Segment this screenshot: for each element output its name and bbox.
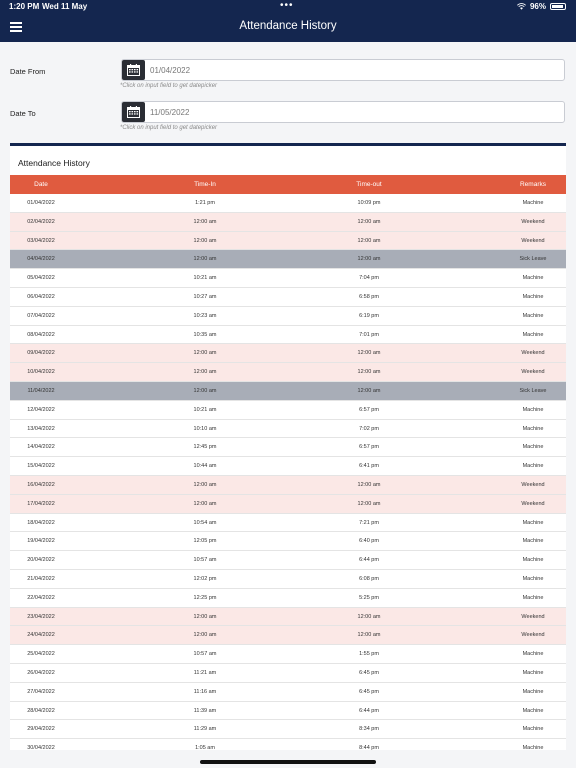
table-row	[10, 344, 566, 363]
cell-remarks: Machine	[522, 557, 544, 564]
cell-time-in: 11:16 am	[193, 688, 217, 695]
cell-remarks: Machine	[522, 200, 544, 206]
cell-time-out: 12:00 am	[357, 481, 381, 488]
cell-time-out: 12:00 am	[357, 613, 381, 620]
cell-remarks: Weekend	[521, 237, 545, 244]
cell-date: 21/04/2022	[27, 575, 55, 582]
cell-remarks: Machine	[522, 707, 544, 714]
home-indicator[interactable]	[200, 760, 376, 764]
cell-date: 06/04/2022	[27, 293, 55, 300]
cell-remarks: Weekend	[521, 500, 545, 507]
cell-time-out: 7:02 pm	[359, 425, 379, 432]
cell-date: 10/04/2022	[27, 369, 55, 376]
cell-remarks: Weekend	[521, 481, 545, 488]
cell-date: 08/04/2022	[27, 331, 55, 338]
cell-time-out: 10:09 pm	[357, 200, 381, 206]
cell-time-in: 12:05 pm	[193, 538, 217, 545]
cell-time-in: 10:57 am	[193, 651, 217, 658]
table-title: Attendance History	[18, 158, 90, 168]
table-row	[10, 683, 566, 702]
cell-remarks: Machine	[522, 519, 544, 526]
cell-time-in: 12:00 am	[193, 613, 217, 620]
date-to-field[interactable]	[121, 101, 565, 123]
cell-time-out: 1:55 pm	[359, 651, 379, 658]
cell-date: 29/04/2022	[27, 726, 55, 733]
cell-time-in: 12:00 am	[193, 500, 217, 507]
status-time: 1:20 PM	[9, 2, 40, 11]
table-row	[10, 194, 566, 213]
cell-date: 30/04/2022	[27, 745, 55, 750]
cell-remarks: Machine	[522, 726, 544, 733]
cell-time-out: 6:57 pm	[359, 406, 379, 413]
cell-time-in: 10:27 am	[193, 293, 217, 300]
wifi-icon	[517, 3, 526, 10]
cell-remarks: Weekend	[521, 613, 545, 620]
cell-remarks: Weekend	[521, 369, 545, 376]
table-row	[10, 288, 566, 307]
cell-remarks: Machine	[522, 406, 544, 413]
cell-time-in: 11:29 am	[193, 726, 217, 733]
cell-remarks: Machine	[522, 331, 544, 338]
battery-percent: 96%	[529, 2, 546, 11]
calendar-icon[interactable]	[122, 60, 145, 80]
cell-time-out: 12:00 am	[357, 369, 381, 376]
cell-time-in: 10:57 am	[193, 557, 217, 564]
table-row	[10, 739, 566, 750]
cell-time-out: 6:45 pm	[359, 669, 379, 676]
table-row	[10, 382, 566, 401]
cell-time-in: 1:05 am	[195, 745, 215, 750]
cell-date: 19/04/2022	[27, 538, 55, 545]
table-row	[10, 457, 566, 476]
cell-date: 18/04/2022	[27, 519, 55, 526]
date-from-hint: *Click on input field to get datepicker	[120, 83, 218, 89]
table-header	[10, 175, 566, 194]
table-row	[10, 307, 566, 326]
cell-time-in: 1:21 pm	[195, 200, 215, 206]
cell-time-in: 12:00 am	[193, 632, 217, 639]
cell-time-out: 12:00 am	[357, 218, 381, 225]
column-header-remarks: Remarks	[519, 181, 546, 188]
date-from-field[interactable]	[121, 59, 565, 81]
column-header-time-in: Time-In	[194, 181, 216, 188]
table-row	[10, 326, 566, 345]
table-row	[10, 702, 566, 721]
cell-time-in: 12:00 am	[193, 387, 217, 394]
cell-time-in: 12:00 am	[193, 256, 217, 263]
cell-date: 09/04/2022	[27, 350, 55, 357]
cell-time-out: 5:25 pm	[359, 594, 379, 601]
app-header	[0, 0, 576, 42]
table-row	[10, 608, 566, 627]
cell-time-out: 6:40 pm	[359, 538, 379, 545]
cell-remarks: Machine	[522, 425, 544, 432]
cell-remarks: Machine	[522, 538, 544, 545]
date-to-label: Date To	[10, 109, 36, 118]
cell-time-out: 12:00 am	[357, 256, 381, 263]
date-from-input[interactable]	[150, 60, 550, 80]
table-row	[10, 420, 566, 439]
page-title: Attendance History	[239, 20, 337, 32]
cell-date: 05/04/2022	[27, 275, 55, 282]
cell-remarks: Machine	[522, 745, 544, 750]
column-header-time-out: Time-out	[356, 181, 382, 188]
cell-time-in: 11:21 am	[193, 669, 217, 676]
cell-time-out: 6:41 pm	[359, 463, 379, 470]
table-row	[10, 401, 566, 420]
cell-time-out: 7:01 pm	[359, 331, 379, 338]
cell-time-in: 10:54 am	[193, 519, 217, 526]
date-to-hint: *Click on input field to get datepicker	[120, 125, 218, 131]
cell-remarks: Machine	[522, 688, 544, 695]
cell-remarks: Weekend	[521, 350, 545, 357]
cell-time-out: 12:00 am	[357, 632, 381, 639]
cell-time-in: 12:00 am	[193, 369, 217, 376]
cell-time-in: 12:00 am	[193, 350, 217, 357]
table-row	[10, 269, 566, 288]
cell-date: 02/04/2022	[27, 218, 55, 225]
cell-time-out: 6:58 pm	[359, 293, 379, 300]
cell-time-out: 6:08 pm	[359, 575, 379, 582]
cell-date: 25/04/2022	[27, 651, 55, 658]
cell-remarks: Machine	[522, 575, 544, 582]
cell-date: 16/04/2022	[27, 481, 55, 488]
table-row	[10, 438, 566, 457]
battery-icon	[550, 3, 566, 10]
cell-remarks: Machine	[522, 594, 544, 601]
cell-time-in: 10:35 am	[193, 331, 217, 338]
cell-remarks: Machine	[522, 275, 544, 282]
table-row	[10, 645, 566, 664]
cell-date: 24/04/2022	[27, 632, 55, 639]
table-row	[10, 363, 566, 382]
cell-remarks: Machine	[522, 293, 544, 300]
table-row	[10, 570, 566, 589]
cell-time-out: 6:45 pm	[359, 688, 379, 695]
table-row	[10, 476, 566, 495]
cell-time-out: 12:00 am	[357, 387, 381, 394]
cell-time-in: 12:00 am	[193, 237, 217, 244]
cell-time-in: 12:02 pm	[193, 575, 217, 582]
table-row	[10, 250, 566, 269]
cell-date: 17/04/2022	[27, 500, 55, 507]
cell-date: 26/04/2022	[27, 669, 55, 676]
cell-time-out: 7:04 pm	[359, 275, 379, 282]
column-header-date: Date	[34, 181, 48, 188]
calendar-icon[interactable]	[122, 102, 145, 122]
cell-remarks: Machine	[522, 312, 544, 319]
cell-date: 20/04/2022	[27, 557, 55, 564]
cell-time-in: 10:44 am	[193, 463, 217, 470]
cell-date: 22/04/2022	[27, 594, 55, 601]
cell-remarks: Weekend	[521, 218, 545, 225]
cell-date: 07/04/2022	[27, 312, 55, 319]
cell-date: 03/04/2022	[27, 237, 55, 244]
cell-time-out: 8:34 pm	[359, 726, 379, 733]
table-row	[10, 551, 566, 570]
cell-time-in: 12:00 am	[193, 481, 217, 488]
cell-date: 23/04/2022	[27, 613, 55, 620]
cell-date: 11/04/2022	[27, 387, 55, 394]
table-row	[10, 514, 566, 533]
table-row	[10, 664, 566, 683]
cell-time-out: 6:19 pm	[359, 312, 379, 319]
date-to-input[interactable]	[150, 102, 550, 122]
cell-time-out: 6:57 pm	[359, 444, 379, 451]
status-date: Wed 11 May	[42, 2, 88, 11]
cell-time-out: 7:21 pm	[359, 519, 379, 526]
cell-remarks: Weekend	[521, 632, 545, 639]
table-row	[10, 495, 566, 514]
cell-time-in: 12:25 pm	[193, 594, 217, 601]
cell-time-in: 10:21 am	[193, 406, 217, 413]
cell-time-in: 10:23 am	[193, 312, 217, 319]
table-body[interactable]	[10, 194, 566, 750]
cell-time-in: 12:00 am	[193, 218, 217, 225]
cell-time-in: 10:10 am	[193, 425, 217, 432]
table-row	[10, 589, 566, 608]
cell-date: 27/04/2022	[27, 688, 55, 695]
cell-time-out: 12:00 am	[357, 500, 381, 507]
cell-remarks: Machine	[522, 463, 544, 470]
date-from-label: Date From	[10, 67, 46, 76]
cell-date: 04/04/2022	[27, 256, 55, 263]
table-row	[10, 626, 566, 645]
cell-time-in: 11:39 am	[193, 707, 217, 714]
cell-time-out: 8:44 pm	[359, 745, 379, 750]
cell-date: 28/04/2022	[27, 707, 55, 714]
table-row	[10, 720, 566, 739]
cell-time-out: 6:44 pm	[359, 707, 379, 714]
table-row	[10, 532, 566, 551]
table-row	[10, 213, 566, 232]
cell-time-out: 6:44 pm	[359, 557, 379, 564]
cell-time-out: 12:00 am	[357, 350, 381, 357]
cell-date: 14/04/2022	[27, 444, 55, 451]
cell-time-in: 12:45 pm	[193, 444, 217, 451]
cell-remarks: Machine	[522, 651, 544, 658]
attendance-card	[10, 143, 566, 750]
cell-time-in: 10:21 am	[193, 275, 217, 282]
cell-date: 01/04/2022	[27, 200, 55, 206]
cell-date: 13/04/2022	[27, 425, 55, 432]
table-row	[10, 232, 566, 251]
cell-remarks: Machine	[522, 669, 544, 676]
cell-remarks: Sick Leave	[519, 256, 547, 263]
cell-time-out: 12:00 am	[357, 237, 381, 244]
multitasking-dots[interactable]: •••	[280, 0, 294, 11]
status-right	[517, 2, 566, 11]
cell-remarks: Sick Leave	[519, 387, 547, 394]
cell-date: 15/04/2022	[27, 463, 55, 470]
cell-remarks: Machine	[522, 444, 544, 451]
cell-date: 12/04/2022	[27, 406, 55, 413]
